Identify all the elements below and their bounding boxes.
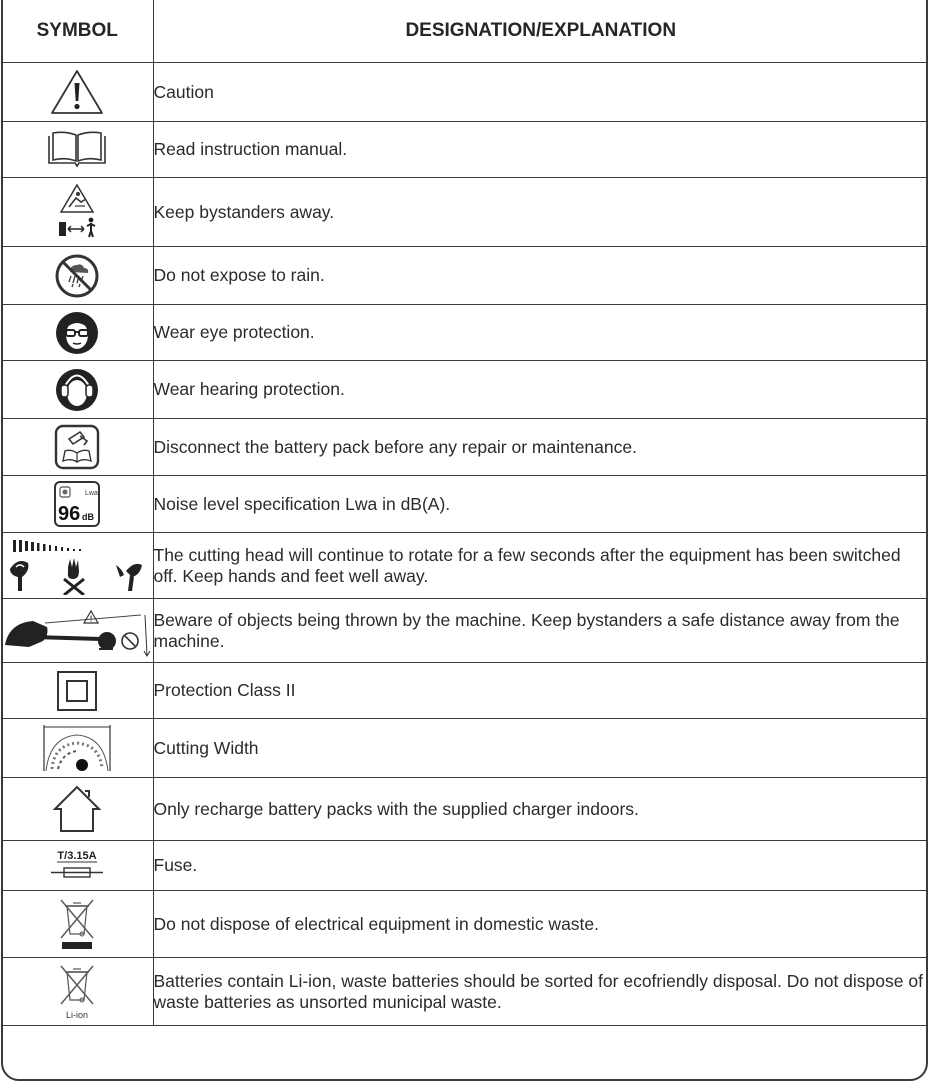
table-row xyxy=(2,599,928,663)
symbol-cell xyxy=(2,533,153,599)
table-row xyxy=(2,841,928,891)
symbol-cell xyxy=(2,122,153,178)
row-description: Do not dispose of electrical equipment in domestic waste. xyxy=(153,891,928,958)
indoor-charging-icon xyxy=(51,783,103,835)
symbol-cell xyxy=(2,719,153,778)
row-description: Beware of objects being thrown by the machine. Keep bystanders a safe distance away from the machine. xyxy=(153,599,928,663)
symbol-cell xyxy=(2,891,153,958)
table-row xyxy=(2,247,928,305)
row-description: Only recharge battery packs with the supplied charger indoors. xyxy=(153,778,928,841)
table-row xyxy=(2,891,928,958)
protection-class-ii-icon xyxy=(55,669,99,713)
symbol-cell xyxy=(2,599,153,663)
table-header-row xyxy=(2,0,928,63)
battery-recycling-icon xyxy=(53,962,101,1022)
svg-text:!: ! xyxy=(90,614,93,623)
table-row xyxy=(2,63,928,122)
svg-text:Lwa: Lwa xyxy=(85,490,99,497)
table-row xyxy=(2,122,928,178)
symbol-cell xyxy=(2,419,153,476)
symbol-cell xyxy=(2,778,153,841)
table-row xyxy=(2,958,928,1026)
row-description: Caution xyxy=(153,63,928,122)
table-row xyxy=(2,305,928,361)
symbol-cell xyxy=(2,476,153,533)
symbol-cell xyxy=(2,361,153,419)
table-row xyxy=(2,778,928,841)
table-row xyxy=(2,361,928,419)
svg-text:96: 96 xyxy=(58,503,81,525)
symbol-cell xyxy=(2,663,153,719)
row-description: The cutting head will continue to rotate for a few seconds after the equipment has been switched off. Keep hands and feet well away. xyxy=(153,533,928,599)
rotating-head-icon xyxy=(6,537,148,595)
no-rain-icon xyxy=(53,252,101,300)
row-description: Do not expose to rain. xyxy=(153,247,928,305)
svg-text:Li-ion: Li-ion xyxy=(66,1009,89,1020)
svg-text:dB: dB xyxy=(82,512,95,522)
table-row xyxy=(2,533,928,599)
row-description: Fuse. xyxy=(153,841,928,891)
disconnect-battery-icon xyxy=(53,423,101,471)
caution-triangle-icon xyxy=(49,68,105,116)
row-description: Wear hearing protection. xyxy=(153,361,928,419)
weee-bin-icon xyxy=(55,896,99,952)
designation-column-header: DESIGNATION/EXPLANATION xyxy=(153,0,928,63)
keep-bystanders-away-icon xyxy=(45,182,109,242)
thrown-objects-icon xyxy=(3,603,151,659)
symbol-cell xyxy=(2,178,153,247)
eye-protection-icon xyxy=(54,310,100,356)
row-description: Noise level specification Lwa in dB(A). xyxy=(153,476,928,533)
row-description: Disconnect the battery pack before any repair or maintenance. xyxy=(153,419,928,476)
row-description: Cutting Width xyxy=(153,719,928,778)
row-description: Read instruction manual. xyxy=(153,122,928,178)
symbol-cell xyxy=(2,63,153,122)
row-description: Keep bystanders away. xyxy=(153,178,928,247)
row-description: Protection Class II xyxy=(153,663,928,719)
symbol-column-header: SYMBOL xyxy=(2,0,153,63)
symbol-cell xyxy=(2,958,153,1026)
noise-level-icon xyxy=(53,480,101,528)
symbol-cell xyxy=(2,247,153,305)
table-row xyxy=(2,663,928,719)
table-row xyxy=(2,419,928,476)
table-row xyxy=(2,719,928,778)
hearing-protection-icon xyxy=(54,367,100,413)
svg-text:T/3.15A: T/3.15A xyxy=(57,849,97,862)
symbol-cell xyxy=(2,305,153,361)
cutting-width-icon xyxy=(40,723,114,773)
fuse-icon xyxy=(37,848,117,884)
row-description: Batteries contain Li-ion, waste batteries should be sorted for ecofriendly disposal. Do not dispose of waste batteries as unsorted municipal waste. xyxy=(153,958,928,1026)
symbol-cell xyxy=(2,841,153,891)
symbols-table xyxy=(2,0,928,1026)
table-row xyxy=(2,178,928,247)
row-description: Wear eye protection. xyxy=(153,305,928,361)
instruction-manual-icon xyxy=(45,130,109,170)
table-row xyxy=(2,476,928,533)
